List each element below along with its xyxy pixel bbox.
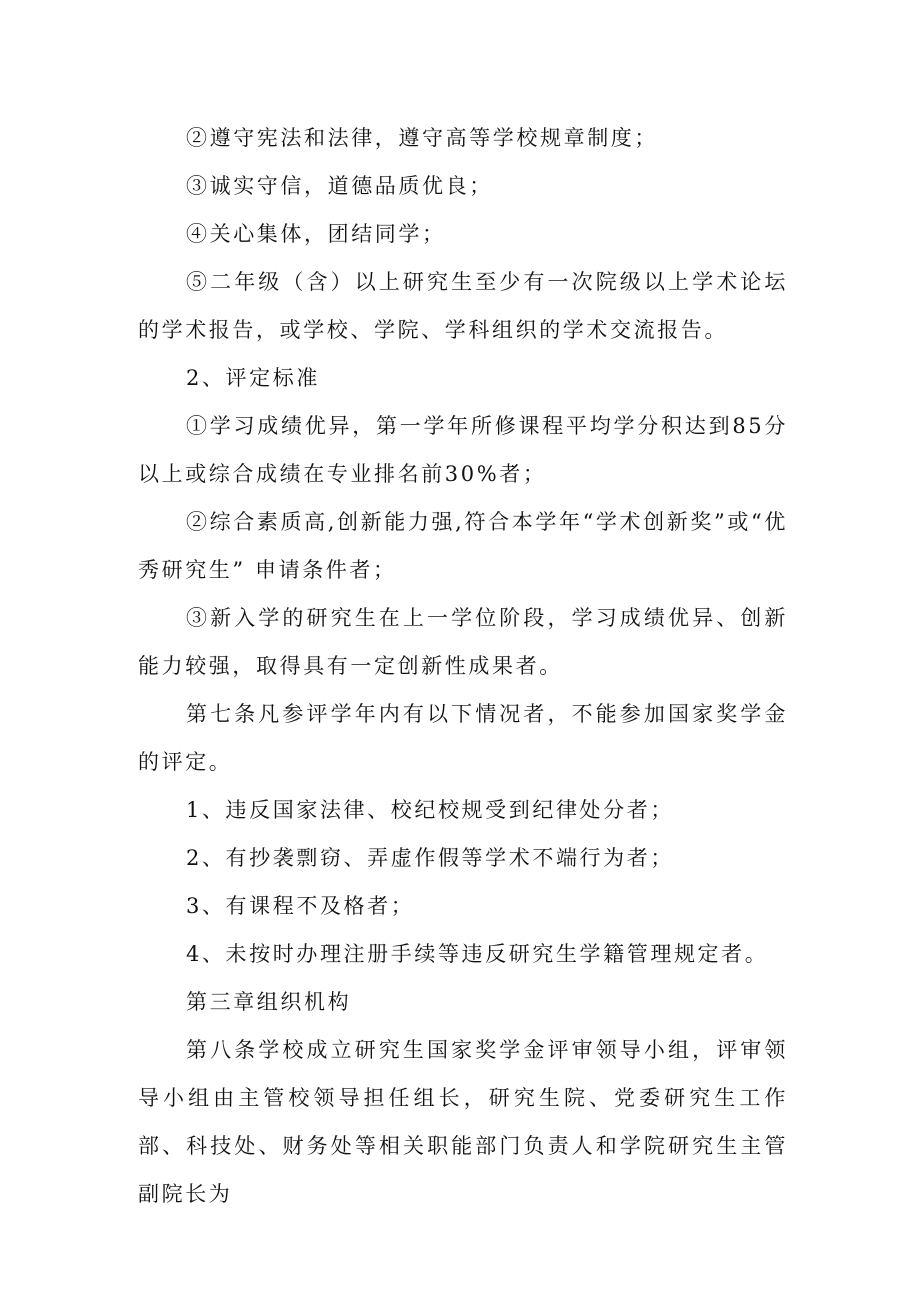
paragraph-criterion-3: ③新入学的研究生在上一学位阶段，学习成绩优异、创新能力较强，取得具有一定创新性成果者。 — [138, 606, 788, 678]
paragraph-requirement-4: ④关心集体，团结同学； — [186, 222, 446, 246]
exclusion-item-4: 4、未按时办理注册手续等违反研究生学籍管理规定者。 — [186, 942, 769, 966]
paragraph-requirement-5: ⑤二年级（含）以上研究生至少有一次院级以上学术论坛的学术报告，或学校、学院、学科组织的学术交流报告。 — [138, 270, 788, 342]
paragraph-requirement-3: ③诚实守信，道德品质优良； — [186, 174, 493, 198]
article-8: 第八条学校成立研究生国家奖学金评审领导小组，评审领导小组由主管校领导担任组长，研究生院、党委研究生工作部、科技处、财务处等相关职能部门负责人和学院研究生主管副院长为 — [138, 1038, 788, 1206]
section-heading-criteria: 2、评定标准 — [186, 366, 320, 390]
exclusion-item-1: 1、违反国家法律、校纪校规受到纪律处分者； — [186, 798, 674, 822]
exclusion-item-2: 2、有抄袭剽窃、弄虚作假等学术不端行为者； — [186, 846, 674, 870]
exclusion-item-3: 3、有课程不及格者； — [186, 894, 415, 918]
paragraph-criterion-2: ②综合素质高,创新能力强,符合本学年“学术创新奖”或“优秀研究生” 申请条件者； — [138, 510, 788, 582]
paragraph-requirement-2: ②遵守宪法和法律，遵守高等学校规章制度； — [186, 126, 658, 150]
chapter-heading: 第三章组织机构 — [186, 990, 352, 1014]
document-body — [138, 114, 788, 1218]
article-7: 第七条凡参评学年内有以下情况者，不能参加国家奖学金的评定。 — [138, 702, 788, 774]
paragraph-criterion-1: ①学习成绩优异，第一学年所修课程平均学分积达到85分以上或综合成绩在专业排名前30%者； — [138, 414, 788, 486]
